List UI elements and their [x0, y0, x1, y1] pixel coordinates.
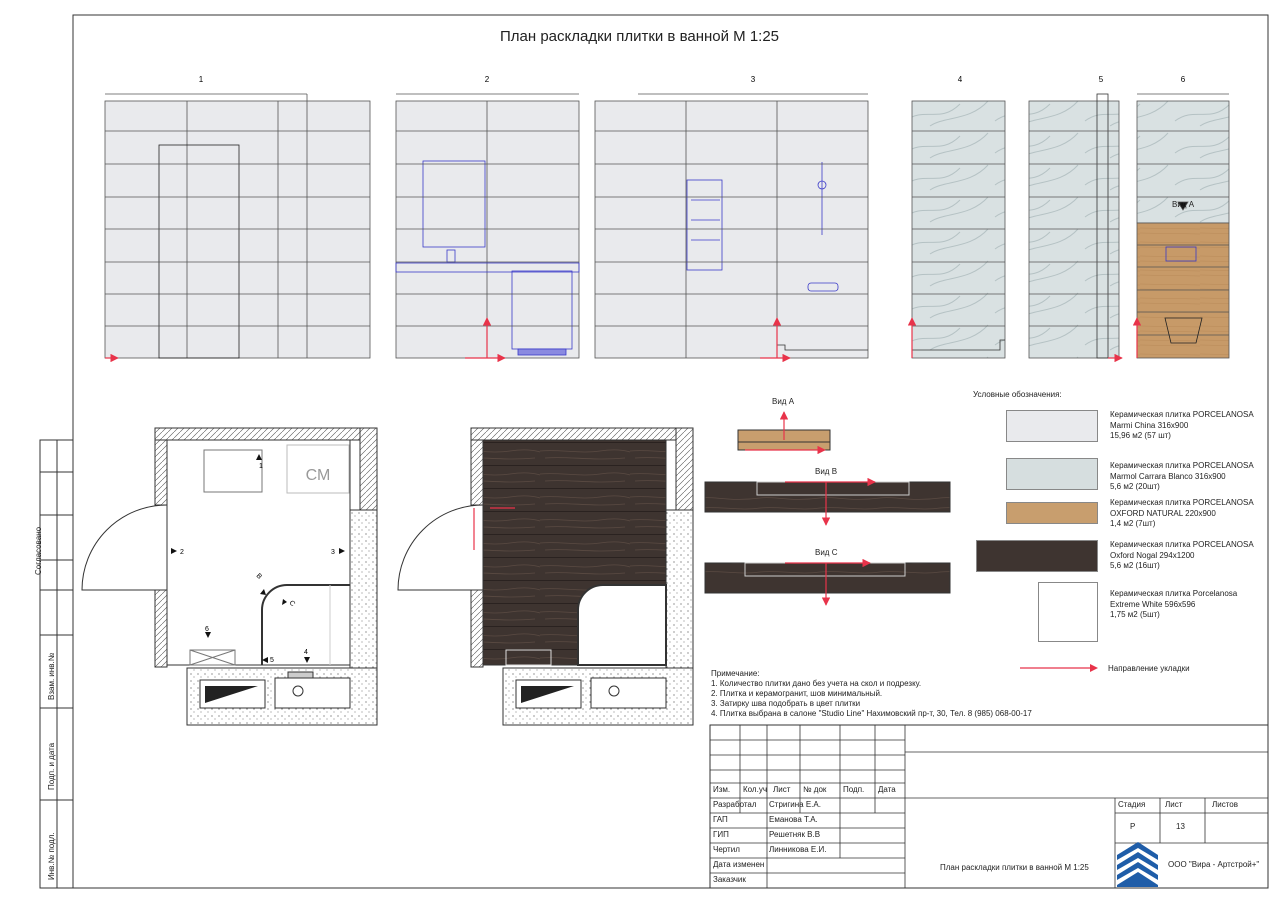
- elevation-number: 4: [957, 75, 963, 84]
- floor-plan-1: [82, 428, 377, 725]
- elevation-6: [1137, 94, 1229, 358]
- stamp-sign-date: Подп. и дата: [47, 742, 56, 790]
- plan-arc-marker: С: [287, 599, 297, 608]
- plan-marker: 6: [205, 626, 209, 633]
- tb-name: Еманова Т.А.: [769, 815, 818, 824]
- tb-role: Заказчик: [713, 875, 746, 884]
- legend-swatch: [976, 540, 1098, 572]
- legend-swatch: [1038, 582, 1098, 642]
- legend-text: Керамическая плитка PORCELANOSA Marmol Carrara Blanco 316x900 5,6 м2 (20шт): [1110, 461, 1254, 491]
- legend-swatch: [1006, 502, 1098, 524]
- note-line: 3. Затирку шва подобрать в цвет плитки: [711, 699, 861, 708]
- tb-role: ГИП: [713, 830, 729, 839]
- view-a-label: Вид А: [772, 397, 795, 406]
- tb-header-count: Кол.уч: [743, 785, 767, 794]
- elevation-number: 5: [1098, 75, 1104, 84]
- plan-arc-marker: В: [254, 572, 263, 581]
- stamp-agreed: Согласовано: [34, 526, 43, 575]
- plan-marker: 3: [331, 549, 335, 556]
- tb-role: ГАП: [713, 815, 728, 824]
- legend-text: Керамическая плитка PORCELANOSA OXFORD NATURAL 220x900 1,4 м2 (7шт): [1110, 498, 1254, 528]
- legend-swatch: [1006, 410, 1098, 442]
- tb-name: Стригина Е.А.: [769, 800, 821, 809]
- tb-role: Чертил: [713, 845, 740, 854]
- tb-header-change: Изм.: [713, 785, 731, 794]
- tb-header-sign: Подп.: [843, 785, 865, 794]
- tb-stage: Р: [1130, 822, 1136, 831]
- view-a-elevation-label: Вид А: [1172, 200, 1195, 209]
- tb-header-doc: № док: [803, 785, 827, 794]
- plan-marker: 5: [270, 657, 274, 664]
- plan-marker: 4: [304, 649, 308, 656]
- note-line: 2. Плитка и керамогранит, шов минимальный.: [711, 689, 883, 698]
- tb-role: Разработал: [713, 800, 757, 809]
- elevation-4: [912, 101, 1005, 358]
- notes-heading: Примечание:: [711, 669, 760, 678]
- direction-label: Направление укладки: [1108, 664, 1190, 673]
- note-line: 1. Количество плитки дано без учета на скол и подрезку.: [711, 679, 922, 688]
- elevations: [0, 0, 1280, 380]
- notes: [711, 669, 1032, 719]
- tb-name: Решетняк В.В: [769, 830, 821, 839]
- elevation-5: [1029, 94, 1119, 358]
- elevation-1: [105, 94, 370, 358]
- view-c-label: Вид С: [815, 548, 838, 557]
- tb-sheet: 13: [1176, 822, 1185, 831]
- elevation-number: 1: [198, 75, 204, 84]
- tb-sheet-label: Лист: [1165, 800, 1183, 809]
- plan-marker: 2: [180, 549, 184, 556]
- tb-stage-label: Стадия: [1118, 800, 1146, 809]
- stamp-replace-inv: Взам. инв.№: [47, 652, 56, 700]
- page-title: План раскладки плитки в ванной М 1:25: [500, 28, 780, 45]
- elevation-number: 2: [484, 75, 490, 84]
- view-b-label: Вид В: [815, 467, 838, 476]
- tb-header-date: Дата: [878, 785, 896, 794]
- legend-heading: Условные обозначения:: [973, 390, 1062, 399]
- legend-text: Керамическая плитка PORCELANOSA Marmi China 316x900 15,96 м2 (57 шт): [1110, 410, 1254, 440]
- tb-header-sheet: Лист: [773, 785, 791, 794]
- tb-sheets-label: Листов: [1212, 800, 1238, 809]
- tb-role: Дата изменен: [713, 860, 765, 869]
- elevation-3: [595, 94, 868, 358]
- elevation-number: 3: [750, 75, 756, 84]
- legend-swatch: [1006, 458, 1098, 490]
- legend-text: Керамическая плитка Porcelanosa Extreme White 596x596 1,75 м2 (5шт): [1110, 589, 1238, 619]
- plan-marker: 1: [259, 463, 263, 470]
- elevation-number: 6: [1180, 75, 1186, 84]
- tb-company: ООО "Вира - Артстрой+": [1168, 860, 1260, 869]
- section-views: [700, 390, 980, 620]
- floor-plans: [0, 420, 720, 760]
- direction-arrow-icon: [1020, 663, 1100, 673]
- stamp-inv-original: Инв.№ подл.: [47, 832, 56, 880]
- legend-text: Керамическая плитка PORCELANOSA Oxford Nogal 294x1200 5,6 м2 (16шт): [1110, 540, 1254, 570]
- note-line: 4. Плитка выбрана в салоне "Studio Line" Нахимовский пр-т, 30, Тел. 8 (985) 068-00-17: [711, 709, 1032, 718]
- tb-drawing-title: План раскладки плитки в ванной М 1:25: [940, 863, 1089, 872]
- cm-label: СМ: [305, 467, 331, 484]
- floor-plan-2: [398, 428, 693, 725]
- tb-name: Линникова Е.И.: [769, 845, 827, 854]
